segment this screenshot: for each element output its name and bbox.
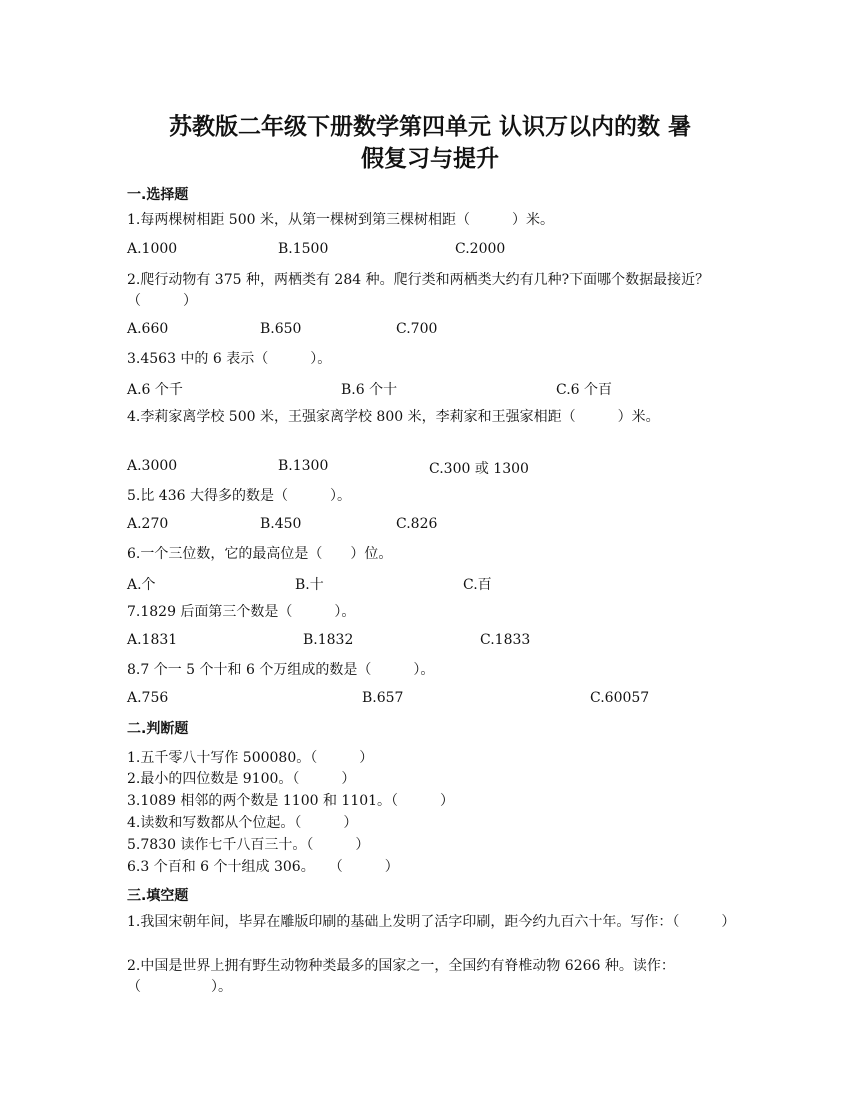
- judge-item-4: 4.读数和写数都从个位起。（ ）: [127, 815, 358, 831]
- q8-option-c: C.60057: [590, 690, 650, 706]
- question-8: 8.7 个一 5 个十和 6 个万组成的数是（ ）。: [127, 662, 435, 678]
- section-header-judge: 二.判断题: [127, 721, 189, 737]
- judge-item-5: 5.7830 读作七千八百三十。（ ）: [127, 837, 370, 853]
- q4-option-c: C.300 或 1300: [429, 461, 529, 477]
- q4-option-b: B.1300: [278, 458, 329, 474]
- judge-item-1: 1.五千零八十写作 500080。（ ）: [127, 750, 374, 766]
- q1-option-b: B.1500: [278, 241, 329, 257]
- q2-option-c: C.700: [396, 321, 438, 337]
- section-header-choice: 一.选择题: [127, 187, 189, 203]
- title-line-2: 假复习与提升: [361, 146, 499, 172]
- q3-option-a: A.6 个千: [127, 382, 183, 398]
- q7-option-c: C.1833: [480, 632, 531, 648]
- q1-option-a: A.1000: [127, 241, 178, 257]
- question-6: 6.一个三位数，它的最高位是（ ）位。: [127, 546, 393, 562]
- q6-option-c: C.百: [463, 577, 492, 593]
- q6-option-a: A.个: [127, 577, 156, 593]
- q3-option-c: C.6 个百: [556, 382, 613, 398]
- q6-option-b: B.十: [295, 577, 324, 593]
- judge-item-6: 6.3 个百和 6 个十组成 306。 （ ）: [127, 859, 399, 875]
- judge-item-3: 3.1089 相邻的两个数是 1100 和 1101。（ ）: [127, 793, 455, 809]
- question-3: 3.4563 中的 6 表示（ ）。: [127, 351, 332, 367]
- q7-option-b: B.1832: [303, 632, 354, 648]
- title-line-1: 苏教版二年级下册数学第四单元 认识万以内的数 暑: [168, 114, 691, 140]
- question-5: 5.比 436 大得多的数是（ ）。: [127, 488, 351, 504]
- q7-option-a: A.1831: [127, 632, 178, 648]
- q5-option-a: A.270: [127, 516, 169, 532]
- question-1: 1.每两棵树相距 500 米，从第一棵树到第三棵树相距（ ）米。: [127, 212, 554, 228]
- fill-item-1: 1.我国宋朝年间，毕昇在雕版印刷的基础上发明了活字印刷，距今约九百六十年。写作：（ ）: [127, 914, 736, 930]
- question-4: 4.李莉家离学校 500 米，王强家离学校 800 米，李莉家和王强家相距（ ）米。: [127, 409, 660, 425]
- q3-option-b: B.6 个十: [341, 382, 398, 398]
- q2-option-a: A.660: [127, 321, 169, 337]
- question-2: 2.爬行动物有 375 种，两栖类有 284 种。爬行类和两栖类大约有几种?下面哪个数据最接近？（ ）: [127, 272, 710, 309]
- q5-option-c: C.826: [396, 516, 438, 532]
- q2-option-b: B.650: [260, 321, 302, 337]
- q5-option-b: B.450: [260, 516, 302, 532]
- fill-item-2: 2.中国是世界上拥有野生动物种类最多的国家之一，全国约有脊椎动物 6266 种。读作： （ ）。: [127, 958, 682, 995]
- q1-option-c: C.2000: [455, 241, 506, 257]
- q4-option-a: A.3000: [127, 458, 178, 474]
- q8-option-a: A.756: [127, 690, 169, 706]
- section-header-fill: 三.填空题: [127, 888, 189, 904]
- judge-item-2: 2.最小的四位数是 9100。（ ）: [127, 771, 356, 787]
- q8-option-b: B.657: [362, 690, 404, 706]
- page-title: [110, 111, 750, 175]
- question-7: 7.1829 后面第三个数是（ ）。: [127, 604, 356, 620]
